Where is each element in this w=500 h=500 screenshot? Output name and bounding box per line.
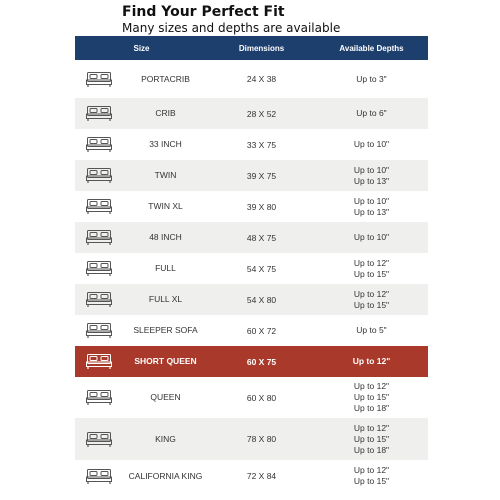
bed-icon	[75, 71, 123, 88]
depth-value: Up to 12"	[353, 288, 390, 299]
row-size: 33 INCH	[149, 139, 182, 149]
header-depths: Available Depths	[339, 43, 404, 53]
table-row	[75, 284, 428, 315]
row-size: PORTACRIB	[141, 73, 190, 84]
depth-value: Up to 18"	[353, 444, 390, 455]
bed-icon	[75, 431, 123, 448]
depth-value: Up to 15"	[353, 392, 390, 402]
row-depths	[315, 74, 428, 85]
bed-icon	[75, 322, 123, 339]
depth-value: Up to 18"	[353, 403, 390, 413]
depth-value: Up to 13"	[353, 175, 390, 186]
table-row	[75, 460, 428, 492]
row-dimensions: 78 X 80	[246, 434, 277, 444]
row-size: FULL XL	[148, 294, 183, 304]
row-size: SHORT QUEEN	[134, 356, 197, 366]
row-dimensions: 60 X 75	[246, 356, 277, 367]
table-row	[75, 346, 428, 377]
row-size: TWIN	[154, 170, 177, 180]
table-row	[75, 60, 428, 98]
row-dimensions: 33 X 75	[246, 139, 277, 150]
depth-value: Up to 10"	[353, 164, 390, 175]
bed-icon	[75, 229, 123, 246]
row-depths	[315, 258, 428, 280]
bed-icon	[75, 167, 123, 184]
depth-value: Up to 5"	[356, 325, 387, 335]
bed-icon	[75, 260, 123, 277]
depth-value: Up to 12"	[352, 356, 391, 366]
row-size: KING	[155, 433, 176, 444]
row-size: TWIN XL	[148, 201, 183, 211]
row-depths	[315, 232, 428, 243]
table-row	[75, 222, 428, 253]
row-dimensions: 39 X 80	[246, 201, 277, 212]
depth-value: Up to 12"	[353, 381, 390, 391]
depth-value: Up to 12"	[353, 257, 390, 268]
depth-value: Up to 13"	[353, 206, 390, 217]
depth-value: Up to 15"	[353, 268, 390, 279]
row-size: QUEEN	[150, 392, 181, 402]
row-depths	[315, 356, 428, 367]
depth-value: Up to 10"	[353, 232, 390, 242]
table-row	[75, 129, 428, 160]
page-title: Find Your Perfect Fit	[122, 4, 285, 20]
row-size: 48 INCH	[149, 232, 182, 242]
row-size: CRIB	[155, 108, 176, 118]
row-dimensions: 54 X 75	[246, 263, 277, 274]
row-depths	[315, 108, 428, 119]
row-dimensions: 60 X 80	[246, 392, 277, 403]
row-dimensions: 39 X 75	[246, 170, 277, 181]
table-header	[75, 36, 428, 60]
depth-value: Up to 12"	[353, 422, 390, 433]
depth-value: Up to 3"	[356, 73, 387, 84]
table-row	[75, 418, 428, 460]
depth-value: Up to 6"	[356, 108, 387, 118]
row-dimensions: 24 X 38	[246, 74, 277, 84]
bed-icon	[75, 353, 123, 370]
depth-value: Up to 15"	[353, 299, 390, 310]
bed-icon	[75, 198, 123, 215]
row-depths	[315, 325, 428, 336]
bed-icon	[75, 136, 123, 153]
row-depths	[315, 381, 428, 414]
row-dimensions: 60 X 72	[246, 325, 277, 336]
table-row	[75, 160, 428, 191]
row-depths	[315, 196, 428, 218]
row-dimensions: 28 X 52	[246, 108, 277, 119]
depth-value: Up to 10"	[353, 139, 390, 149]
row-size: FULL	[155, 263, 176, 273]
row-depths	[315, 289, 428, 311]
row-dimensions: 54 X 80	[246, 294, 277, 305]
row-depths	[315, 165, 428, 187]
row-depths	[315, 465, 428, 487]
row-dimensions: 72 X 84	[246, 471, 277, 481]
depth-value: Up to 15"	[353, 433, 390, 444]
header-size: Size	[133, 43, 150, 53]
size-table	[75, 36, 428, 492]
depth-value: Up to 15"	[353, 476, 390, 486]
bed-icon	[75, 105, 123, 122]
depth-value: Up to 12"	[353, 465, 390, 475]
table-row	[75, 315, 428, 346]
row-size: CALIFORNIA KING	[128, 470, 203, 481]
table-row	[75, 191, 428, 222]
bed-icon	[75, 291, 123, 308]
row-size: SLEEPER SOFA	[133, 325, 198, 335]
table-row	[75, 253, 428, 284]
bed-icon	[75, 468, 123, 485]
row-depths	[315, 139, 428, 150]
page-subtitle: Many sizes and depths are available	[122, 21, 341, 35]
row-depths	[315, 423, 428, 456]
header-dimensions: Dimensions	[238, 43, 285, 53]
table-row	[75, 377, 428, 418]
table-body	[75, 60, 428, 492]
depth-value: Up to 10"	[353, 195, 390, 206]
bed-icon	[75, 389, 123, 406]
row-dimensions: 48 X 75	[246, 232, 277, 243]
table-row	[75, 98, 428, 129]
